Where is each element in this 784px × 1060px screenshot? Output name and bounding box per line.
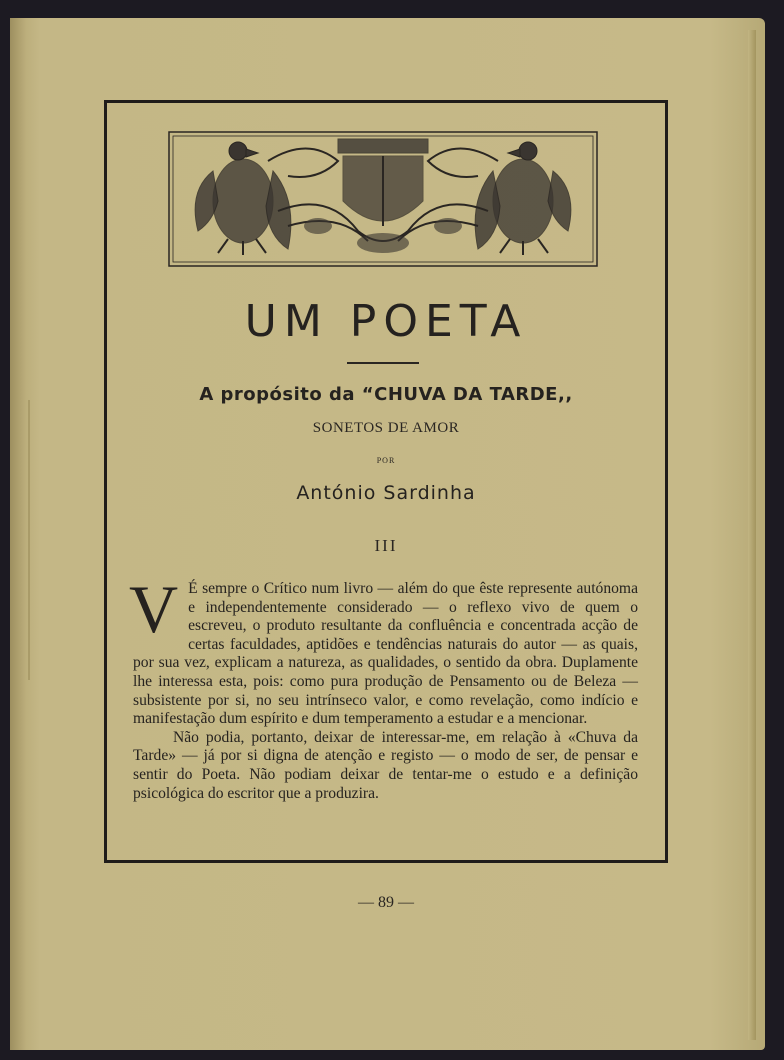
drop-cap: V	[129, 571, 179, 647]
work-subtitle: SONETOS DE AMOR	[312, 420, 460, 436]
page-edge	[748, 30, 756, 1040]
title-rule-divider	[347, 362, 419, 364]
author-name: António Sardinha	[296, 482, 476, 504]
page-gutter	[10, 18, 26, 1050]
paragraph-2: Não podia, portanto, deixar de interessar-me, em relação à «Chuva da Tarde» — já por si digna de atenção e registo — o modo de ser, de pensar e sentir do Poeta. Não podiam deixar de tentar-me o estudo e a definição psicológica do escritor que a produzira.	[133, 728, 638, 802]
paper-crease	[28, 400, 30, 680]
article-subtitle: A propósito da “CHUVA DA TARDE,,	[199, 384, 573, 405]
section-number: III	[374, 536, 398, 555]
page-title: UM POETA	[244, 296, 528, 347]
heraldic-eagles-vignette-icon	[168, 131, 598, 267]
article-body	[129, 571, 638, 803]
page-number: — 89 —	[358, 894, 414, 911]
paragraph-1: É sempre o Crítico num livro — além do que êste represente autónoma e independentemente considerado — o reflexo vivo de quem o escreveu, o produto resultante da confluência e concentrada acção de certas faculdades, aptidões e tendências naturais do autor — as quais, por sua vez, explicam a natureza, as qualidades, o sentido da obra. Duplamente lhe interessa esta, pois: como pura produção de Pensamento ou de Beleza — subsistente por si, no seu intrínseco valor, e como revelação, como indício e manifestação dum espírito e dum temperamento a estudar e a mencionar.	[133, 580, 638, 728]
byline-por: POR	[376, 456, 396, 465]
